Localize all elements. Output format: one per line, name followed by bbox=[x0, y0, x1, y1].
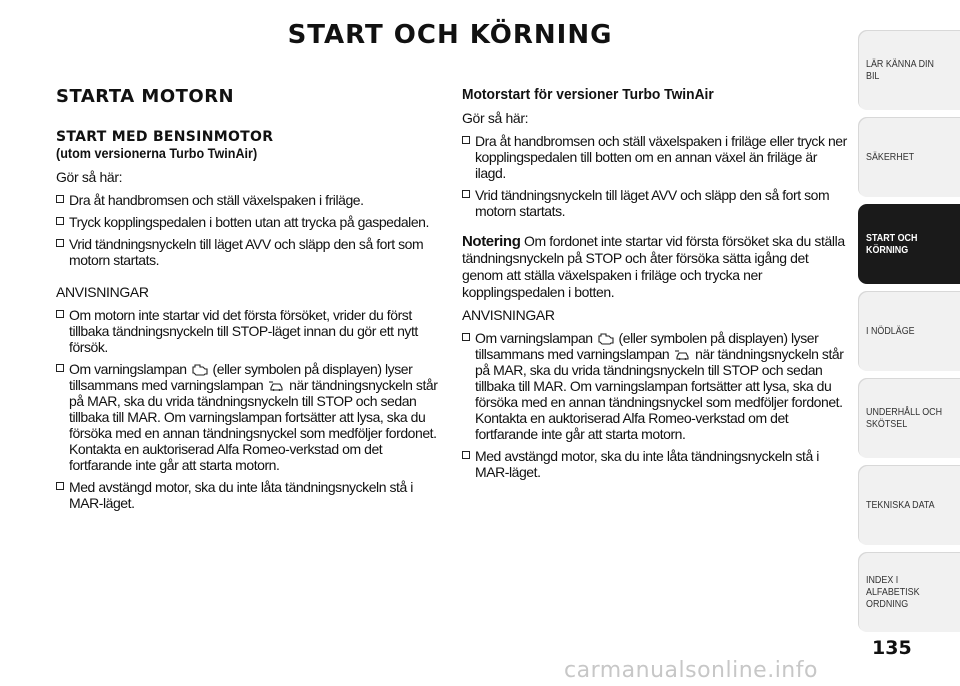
instructions-list bbox=[462, 330, 847, 480]
checkbox-bullet-icon bbox=[56, 195, 64, 203]
intro-text: Gör så här: bbox=[462, 110, 529, 126]
watermark: carmanualsonline.info bbox=[564, 658, 818, 683]
chapter-tab-index[interactable]: INDEX I ALFABETISK ORDNING bbox=[858, 552, 960, 632]
anvisningar-title: ANVISNINGAR bbox=[56, 284, 149, 300]
list-item: Vrid tändningsnyckeln till läget AVV och släpp den så fort som motorn startats. bbox=[56, 236, 444, 268]
engine-warning-icon bbox=[191, 363, 208, 376]
list-item: Om varningslampan (eller symbolen på displayen) lyser tillsammans med varningslampan när tändningsnyckeln står på MAR, ska du vrida tändningsnyckeln till STOP och sedan tillbaka till MAR. Om varningslampan fortsätter att lysa, ska du försöka med en annan tändningsnyckel som medföljer fordonet. Kontakta en auktoriserad Alfa Romeo-verkstad om det fortfarande inte går att starta motorn. bbox=[462, 330, 847, 442]
steps-list bbox=[462, 133, 847, 219]
instructions-list bbox=[56, 307, 444, 511]
chapter-tab-underhall-och-skotsel[interactable]: UNDERHÅLL OCH SKÖTSEL bbox=[858, 378, 960, 458]
checkbox-bullet-icon bbox=[56, 364, 64, 372]
subsection-note: (utom versionerna Turbo TwinAir) bbox=[56, 145, 258, 161]
chapter-tab-sakerhet[interactable]: SÄKERHET bbox=[858, 117, 960, 197]
list-item: Om varningslampan (eller symbolen på displayen) lyser tillsammans med varningslampan när tändningsnyckeln står på MAR, ska du vrida tändningsnyckeln till STOP och sedan tillbaka till MAR. Om varningslampan fortsätter att lysa, ska du försöka med en annan tändningsnyckel som medföljer fordonet. Kontakta en auktoriserad Alfa Romeo-verkstad om det fortfarande inte går att starta motorn. bbox=[56, 361, 444, 473]
chapter-tab-tekniska-data[interactable]: TEKNISKA DATA bbox=[858, 465, 960, 545]
checkbox-bullet-icon bbox=[462, 451, 470, 459]
checkbox-bullet-icon bbox=[56, 310, 64, 318]
checkbox-bullet-icon bbox=[462, 190, 470, 198]
section-heading: STARTA MOTORN bbox=[56, 86, 235, 107]
immobilizer-car-key-icon bbox=[268, 379, 285, 392]
intro-text: Gör så här: bbox=[56, 169, 123, 185]
checkbox-bullet-icon bbox=[56, 239, 64, 247]
list-item: Om motorn inte startar vid det första försöket, vrider du först tillbaka tändningsnyckeln till STOP-läget innan du gör ett nytt försök. bbox=[56, 307, 444, 355]
immobilizer-car-key-icon bbox=[674, 348, 691, 361]
list-item: Tryck kopplingspedalen i botten utan att trycka på gaspedalen. bbox=[56, 214, 444, 230]
chapter-tab-i-nodlage[interactable]: I NÖDLÄGE bbox=[858, 291, 960, 371]
chapter-tab-sidebar bbox=[858, 30, 960, 639]
subsection-heading: START MED BENSINMOTOR bbox=[56, 129, 274, 145]
subsection-heading: Motorstart för versioner Turbo TwinAir bbox=[462, 86, 714, 103]
chapter-tab-lar-kanna-din-bil[interactable]: LÄR KÄNNA DIN BIL bbox=[858, 30, 960, 110]
anvisningar-title: ANVISNINGAR bbox=[462, 307, 555, 323]
list-item: Med avstängd motor, ska du inte låta tändningsnyckeln stå i MAR-läget. bbox=[462, 448, 847, 480]
chapter-tab-start-och-korning[interactable]: START OCH KÖRNING bbox=[858, 204, 960, 284]
note-label: Notering bbox=[462, 233, 521, 250]
engine-warning-icon bbox=[597, 332, 614, 345]
checkbox-bullet-icon bbox=[56, 217, 64, 225]
list-item: Dra åt handbromsen och ställ växelspaken i friläge. bbox=[56, 192, 444, 208]
list-item: Vrid tändningsnyckeln till läget AVV och släpp den så fort som motorn startats. bbox=[462, 187, 847, 219]
list-item: Med avstängd motor, ska du inte låta tändningsnyckeln stå i MAR-läget. bbox=[56, 479, 444, 511]
left-column bbox=[56, 86, 444, 517]
page-title: START OCH KÖRNING bbox=[287, 20, 613, 50]
steps-list bbox=[56, 192, 444, 268]
checkbox-bullet-icon bbox=[462, 333, 470, 341]
page-number: 135 bbox=[872, 637, 912, 659]
list-item: Dra åt handbromsen och ställ växelspaken i friläge eller tryck ner kopplingspedalen till botten om en annan växel än friläge är ilagd. bbox=[462, 133, 847, 181]
checkbox-bullet-icon bbox=[56, 482, 64, 490]
note-paragraph: Notering Om fordonet inte startar vid första försöket ska du ställa tändningsnyckeln på STOP och åter försöka sätta igång det genom att ställa växelspaken i friläge och trycka ner kopplingspedalen i botten. bbox=[462, 233, 845, 300]
checkbox-bullet-icon bbox=[462, 136, 470, 144]
right-column bbox=[462, 86, 847, 486]
